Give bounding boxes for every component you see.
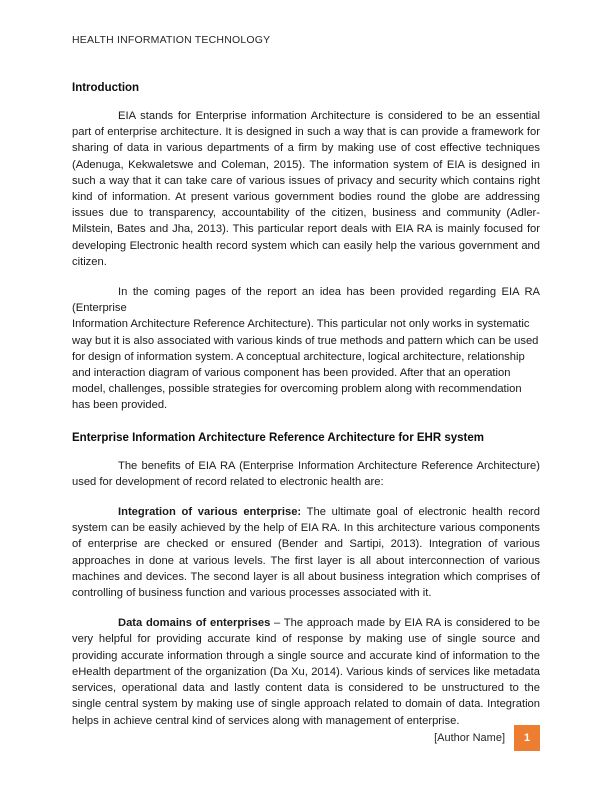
heading-introduction: Introduction — [72, 82, 140, 94]
footer-content — [434, 725, 540, 751]
paragraph-data-domains-text: – The approach made by EIA RA is considered to be very helpful for providing accurate kind of response by making use of single source and providing accurate information through a single source and accurate kind of information to the eHealth department of the organization (Da Xu, 2014). Various kinds of services like metadata services, operational data and lastly content data is considered to be unstructured to the single central system by making use of single approach related to domain of data. Integration helps in achieve central kind of services along with management of enterprise. — [72, 617, 540, 727]
document-body — [72, 80, 540, 743]
heading-eia-ra-ehr: Enterprise Information Architecture Reference Architecture for EHR system — [72, 431, 484, 444]
page-footer — [0, 725, 612, 751]
lead-in-integration: Integration of various enterprise: — [118, 506, 302, 519]
lead-in-data-domains: Data domains of enterprises — [118, 617, 271, 630]
paragraph-data-domains — [72, 615, 540, 728]
paragraph-intro-2 — [72, 284, 540, 414]
paragraph-intro-2-part1: In the coming pages of the report an idea has been provided regarding EIA RA (Enterprise — [72, 286, 540, 315]
author-name: [Author Name] — [434, 732, 505, 744]
paragraph-integration-text: The ultimate goal of electronic health record system can be easily achieved by the help of EIA RA. In this architecture various components of enterprise are checked or ensured (Bender and Sartipi, 2013). Integration of various approaches in done at various levels. The first layer is all about interconnection of various machines and devices. The second layer is all about business integration which comprises of controlling of business function and various processes associated with it. — [72, 506, 540, 600]
paragraph-integration — [72, 504, 540, 601]
running-header: HEALTH INFORMATION TECHNOLOGY — [72, 34, 271, 46]
paragraph-intro-1: EIA stands for Enterprise information Architecture is considered to be an essential part of enterprise architecture. It is designed in such a way that is can provide a framework for sharing of data in various departments of a firm by making use of cost effective techniques (Adenuga, Kekwaletswe and Coleman, 2015). The information system of EIA is designed in such a way that it can take care of various issues of privacy and security which contains right kind of information. At present various government bodies round the globe are addressing issues due to transparency, accountability of the citizen, business and community (Adler-Milstein, Bates and Jha, 2013). This particular report deals with EIA RA is mainly focused for developing Electronic health record system which can easily help the various government and citizen. — [72, 110, 540, 268]
page-number-badge: 1 — [514, 725, 540, 751]
paragraph-benefits-intro: The benefits of EIA RA (Enterprise Information Architecture Reference Architecture) used for development of record related to electronic health are: — [72, 459, 540, 488]
paragraph-intro-2-part2: Information Architecture Reference Architecture). This particular not only works in systematic way but it is also associated with various kinds of true methods and pattern which can be used for design of information system. A conceptual architecture, logical architecture, relationship and interaction diagram of various component has been provided. After that an operation model, challenges, possible strategies for overcoming problem along with recommendation has been provided. — [72, 318, 539, 412]
